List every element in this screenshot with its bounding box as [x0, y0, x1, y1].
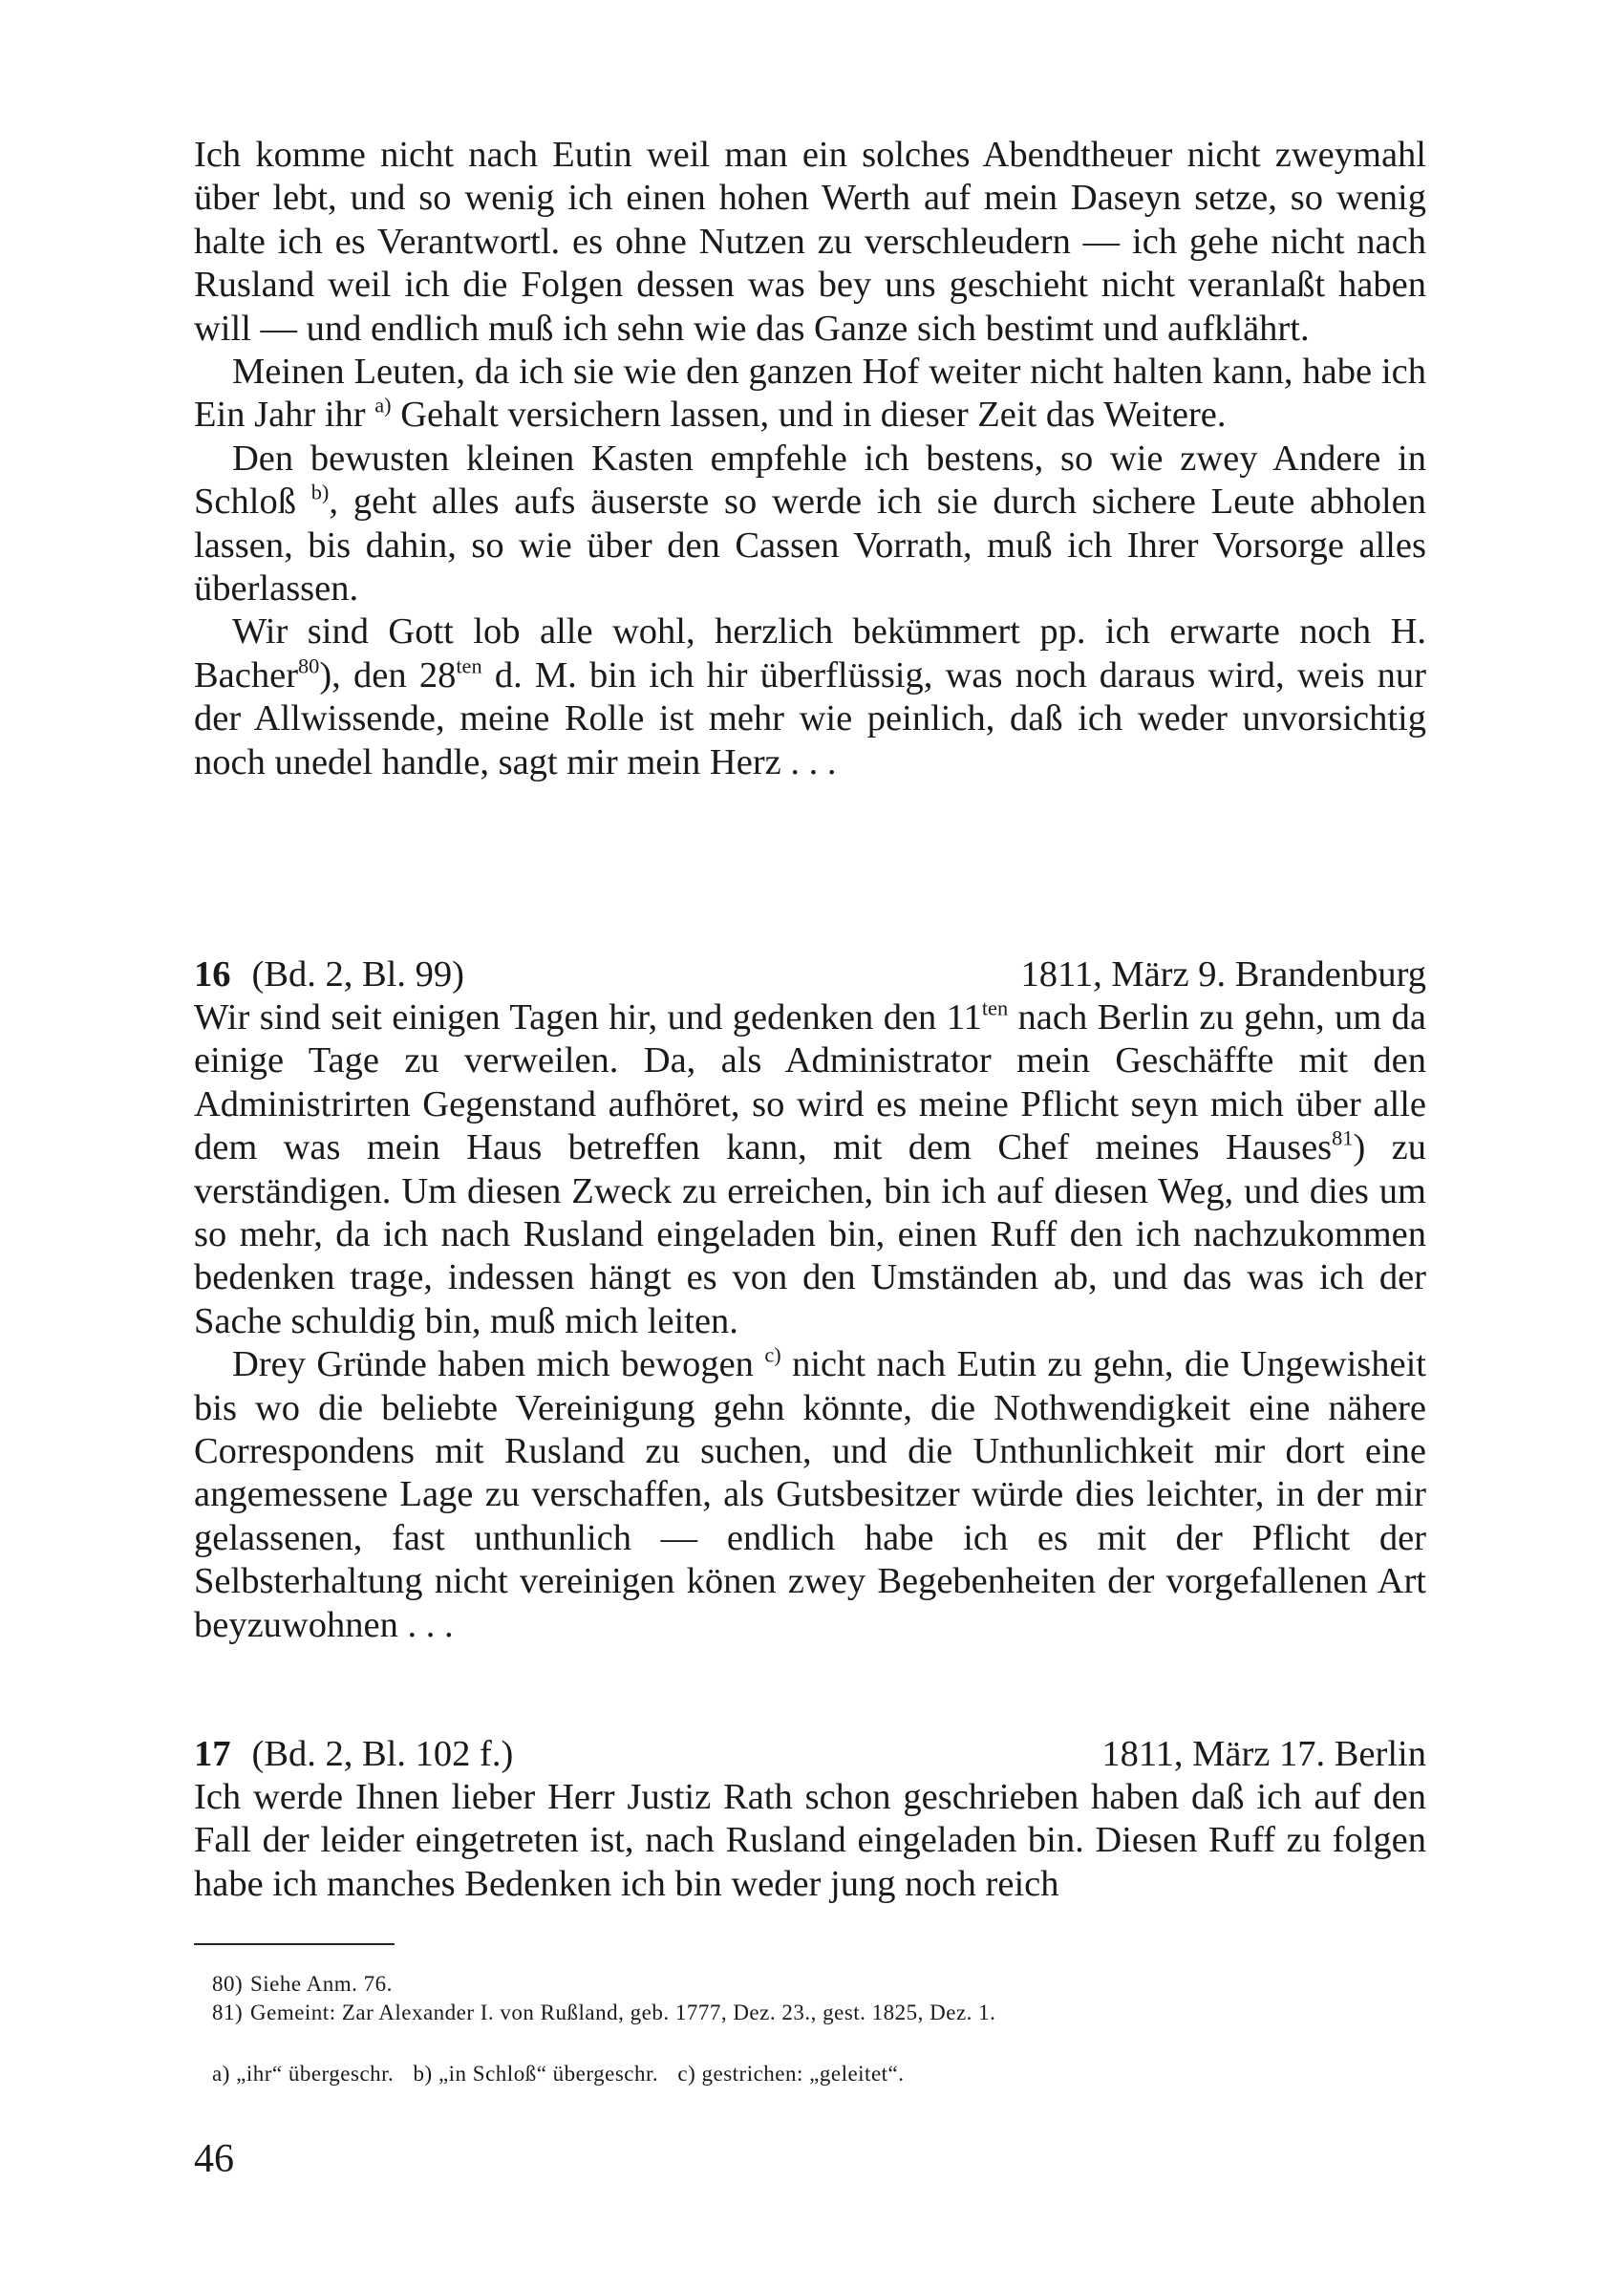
paragraph-text: Den bewusten kleinen Kasten empfehle ich bestens, so wie zwey Andere in Schloß [194, 438, 1426, 523]
paragraph-text: ) zu verständigen. Um diesen Zweck zu erreichen, bin ich auf diesen Weg, und dies um so mehr, da ich nach Rusland eingeladen bin, einen Ruff den ich nachzukommen bedenken trage, indessen hängt es von den Umständen ab, und das was ich der Sache schuldig bin, muß mich leiten. [194, 1127, 1426, 1341]
textnote: a) „ihr“ übergeschr. [212, 2062, 395, 2086]
footnote-marker: 80 [298, 653, 320, 678]
paragraph-text: nach Berlin zu gehn, um da einige Tage zu verweilen. Da, als Administrator mein Geschäffte mit den Administrirten Gegenstand aufhöret, so wird es meine Pflicht seyn mich über alle dem was mein Haus betreffen kann, mit dem Chef meines Hauses [194, 997, 1426, 1168]
textnote-marker: c) [764, 1342, 781, 1367]
letter-body [194, 996, 1426, 1647]
letter-date-place: 1811, März 17. Berlin [1101, 1734, 1426, 1774]
letter-body [194, 1776, 1426, 1906]
letter-number: 16 [194, 954, 231, 995]
footnote [212, 2000, 995, 2026]
footnote [212, 1971, 393, 1998]
paragraph [194, 1343, 1426, 1647]
letter-date-place: 1811, März 9. Brandenburg [1020, 954, 1426, 995]
letter-heading [194, 952, 1426, 996]
superscript: ten [981, 995, 1009, 1020]
footnote-mark: 80) [212, 1972, 244, 1996]
paragraph-text: Ich werde Ihnen lieber Herr Justiz Rath schon geschrieben haben daß ich auf den Fall der leider eingetreten ist, nach Rusland eingeladen bin. Diesen Ruff zu folgen habe ich manches Bedenken ich bin weder jung noch reich [194, 1777, 1426, 1904]
letter-id [194, 952, 464, 996]
letter-id [194, 1732, 513, 1776]
paragraph [194, 351, 1426, 438]
paragraph-text: d. M. bin ich hir überflüssig, was noch daraus wird, weis nur der Allwissende, meine Rolle ist mehr wie peinlich, daß ich weder unvorsichtig noch unedel handle, sagt mir mein Herz . . . [194, 654, 1426, 782]
paragraph [194, 1776, 1426, 1906]
paragraph-text: ), den 28 [319, 654, 457, 696]
letter-source: (Bd. 2, Bl. 102 f.) [251, 1734, 514, 1774]
paragraph-text: Wir sind Gott lob alle wohl, herzlich bekümmert pp. ich erwarte noch H. Bacher [194, 611, 1426, 696]
textnote-marker: a) [374, 393, 392, 417]
paragraph-text: Gehalt versichern lassen, und in dieser Zeit das Weitere. [391, 395, 1227, 436]
footnote-mark: 81) [212, 2001, 244, 2024]
paragraph [194, 996, 1426, 1343]
paragraph-text: Ich komme nicht nach Eutin weil man ein solches Abendtheuer nicht zweymahl über lebt, und so wenig ich einen hohen Werth auf mein Daseyn setze, so wenig halte ich es Verantwortl. es ohne Nutzen zu verschleudern — ich gehe nicht nach Rusland weil ich die Folgen dessen was bey uns geschieht nicht veranlaßt haben will — und endlich muß ich sehn wie das Ganze sich bestimt und aufklährt. [194, 135, 1426, 349]
paragraph-text: Wir sind seit einigen Tagen hir, und gedenken den 11 [194, 997, 982, 1038]
letter-heading [194, 1732, 1426, 1776]
superscript: ten [456, 653, 482, 678]
textnote: b) „in Schloß“ übergeschr. [413, 2062, 659, 2086]
paragraph-text: nicht nach Eutin zu gehn, die Ungewisheit bis wo die beliebte Vereinigung gehn könnte, die Nothwendigkeit eine nähere Correspondens mit Rusland zu suchen, und die Unthunlichkeit mir dort eine angemessene Lage zu verschaffen, als Gutsbesitzer würde dies leichter, in der mir gelassenen, fast unthunlich — endlich habe ich es mit der Pflicht der Selbsterhaltung nicht vereinigen könen zwey Begebenheiten der vorgefallenen Art beyzuwohnen . . . [194, 1344, 1427, 1645]
paragraph-text: , geht alles aufs äuserste so werde ich sie durch sichere Leute abholen lassen, bis dahin, so wie über den Cassen Vorrath, muß ich Ihrer Vorsorge alles überlassen. [194, 482, 1426, 610]
footnote-rule [194, 1943, 395, 1945]
textnote: c) gestrichen: „geleitet“. [677, 2062, 905, 2086]
letter-number: 17 [194, 1734, 231, 1774]
paragraph-text: Drey Gründe haben mich bewogen [232, 1344, 765, 1385]
paragraph [194, 438, 1426, 611]
letter-continuation [194, 134, 1426, 784]
footnote-marker: 81 [1332, 1125, 1354, 1150]
paragraph-text: Meinen Leuten, da ich sie wie den ganzen Hof weiter nicht halten kann, habe ich Ein Jahr ihr [194, 352, 1426, 436]
paragraph [194, 610, 1426, 784]
textnote-marker: b) [310, 480, 330, 504]
footnote-text: Siehe Anm. 76. [250, 1972, 393, 1996]
footnote-text: Gemeint: Zar Alexander I. von Rußland, geb. 1777, Dez. 23., gest. 1825, Dez. 1. [250, 2001, 996, 2024]
page-number: 46 [194, 2137, 234, 2181]
textual-notes [212, 2061, 918, 2087]
paragraph [194, 134, 1426, 351]
letter-source: (Bd. 2, Bl. 99) [251, 954, 464, 995]
